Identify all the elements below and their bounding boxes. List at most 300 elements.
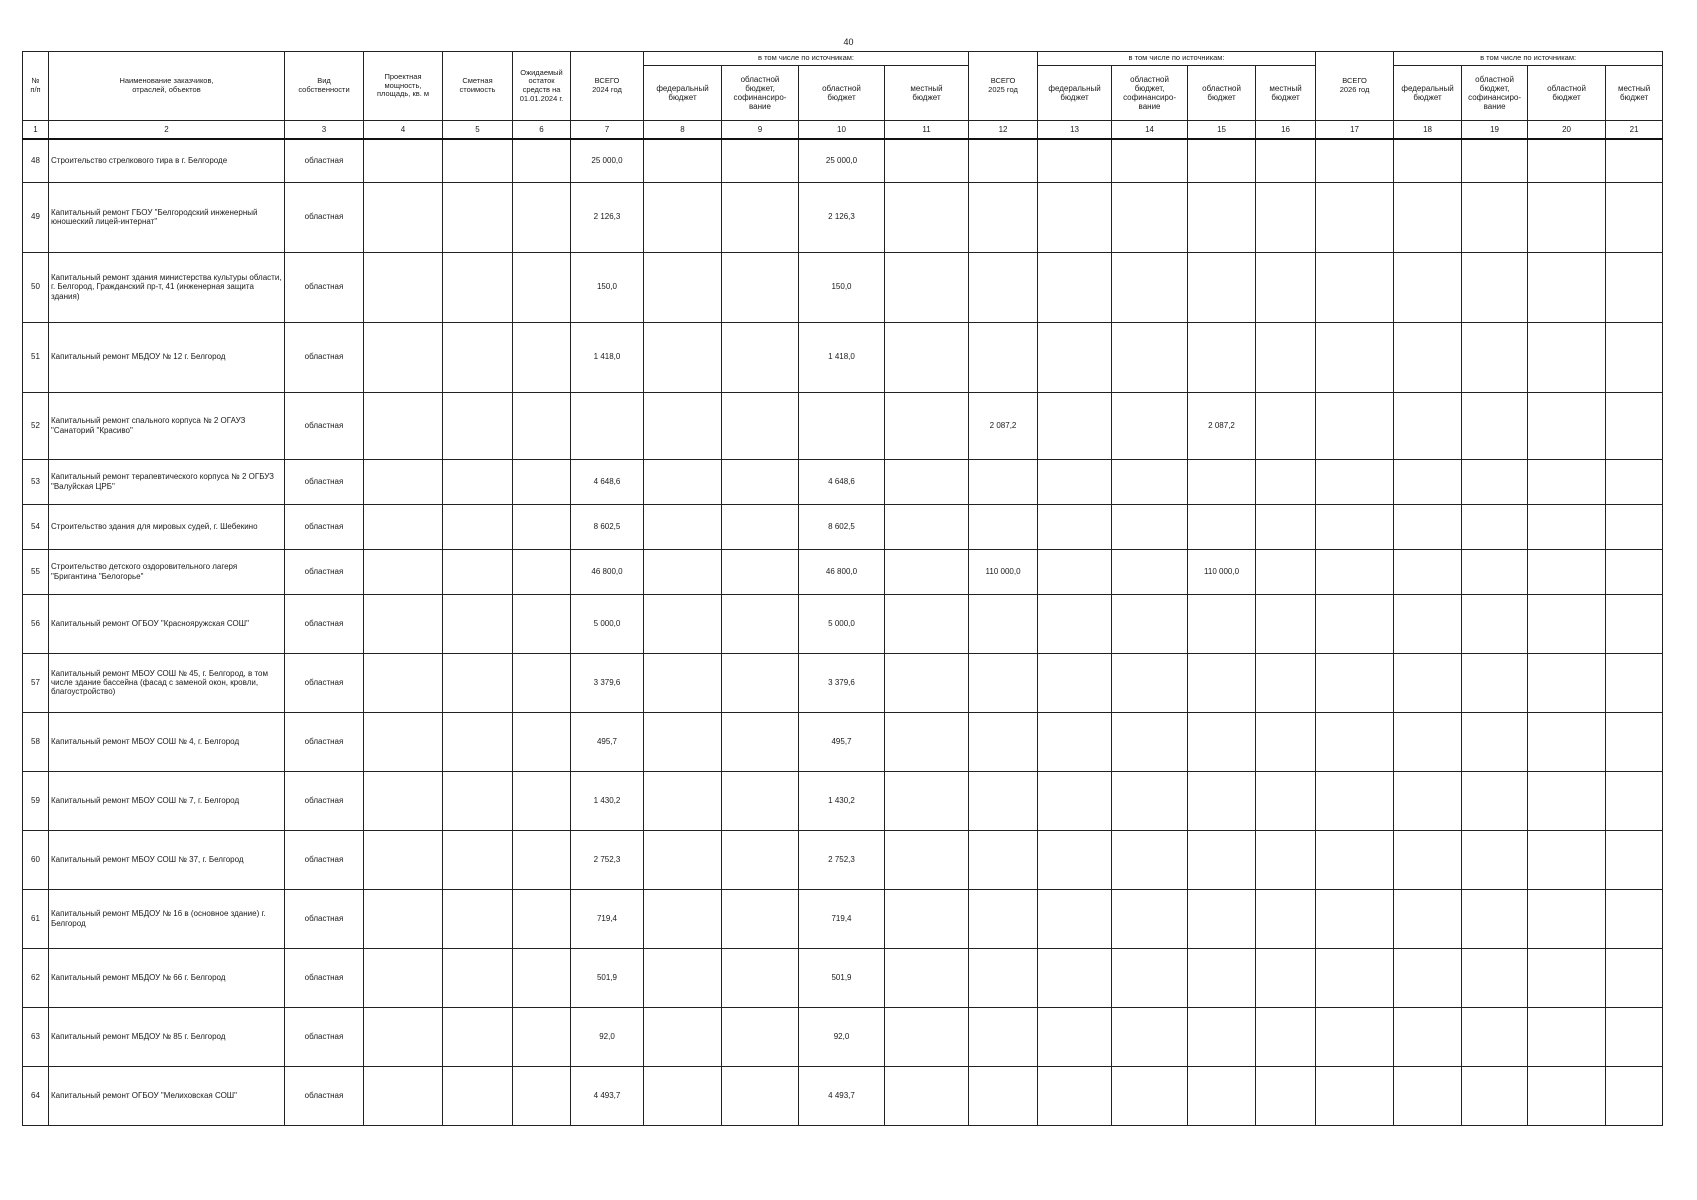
table-row (23, 948, 1663, 1007)
table-row (23, 889, 1663, 948)
regional-2024: 4 493,7 (799, 1066, 885, 1125)
federal-2026-cell (1394, 252, 1462, 322)
federal-2025-cell (1038, 182, 1112, 252)
cofinancing-2026-cell (1462, 459, 1528, 504)
federal-2025-cell (1038, 392, 1112, 459)
regional-2026-cell (1528, 459, 1606, 504)
remainder-cell (513, 1007, 571, 1066)
regional-2026-cell (1528, 712, 1606, 771)
regional-2026-cell (1528, 771, 1606, 830)
total-2025 (969, 594, 1038, 653)
regional-2024: 1 430,2 (799, 771, 885, 830)
regional-2025 (1188, 594, 1256, 653)
row-number: 48 (23, 139, 49, 182)
total-2025 (969, 322, 1038, 392)
col-cofinancing-2026-header: областной бюджет, софинансиро- вание (1462, 66, 1528, 121)
regional-2024 (799, 392, 885, 459)
total-2026-cell (1316, 889, 1394, 948)
total-2025 (969, 459, 1038, 504)
ownership-type: областная (285, 139, 364, 182)
remainder-cell (513, 459, 571, 504)
remainder-cell (513, 1066, 571, 1125)
local-2024-cell (885, 504, 969, 549)
ownership-type: областная (285, 653, 364, 712)
regional-2025 (1188, 1066, 1256, 1125)
estimate-cell (443, 712, 513, 771)
federal-2026-cell (1394, 1007, 1462, 1066)
federal-2025-cell (1038, 830, 1112, 889)
local-2024-cell (885, 889, 969, 948)
total-2025 (969, 504, 1038, 549)
remainder-cell (513, 712, 571, 771)
table-row (23, 771, 1663, 830)
total-2025 (969, 1007, 1038, 1066)
sources-2024-header: в том числе по источникам: (644, 52, 969, 66)
total-2024: 150,0 (571, 252, 644, 322)
total-2026-cell (1316, 594, 1394, 653)
column-number: 19 (1462, 121, 1528, 140)
local-2025-cell (1256, 322, 1316, 392)
remainder-cell (513, 653, 571, 712)
column-number: 7 (571, 121, 644, 140)
cofinancing-2026-cell (1462, 139, 1528, 182)
total-2026-cell (1316, 459, 1394, 504)
ownership-type: областная (285, 549, 364, 594)
cofinancing-2026-cell (1462, 182, 1528, 252)
local-2024-cell (885, 252, 969, 322)
object-name: Капитальный ремонт ОГБОУ "Краснояружская СОШ" (49, 594, 285, 653)
local-2024-cell (885, 830, 969, 889)
regional-2025: 2 087,2 (1188, 392, 1256, 459)
cofinancing-2026-cell (1462, 549, 1528, 594)
federal-2025-cell (1038, 139, 1112, 182)
regional-2026-cell (1528, 549, 1606, 594)
local-2026-cell (1606, 889, 1663, 948)
table-row (23, 392, 1663, 459)
col-num-header: № п/п (23, 52, 49, 121)
column-number: 16 (1256, 121, 1316, 140)
regional-2026-cell (1528, 392, 1606, 459)
federal-2026-cell (1394, 948, 1462, 1007)
ownership-type: областная (285, 712, 364, 771)
local-2026-cell (1606, 948, 1663, 1007)
federal-2026-cell (1394, 182, 1462, 252)
cofinancing-2025-cell (1112, 712, 1188, 771)
col-total-2024-header: ВСЕГО 2024 год (571, 52, 644, 121)
capacity-cell (364, 948, 443, 1007)
cofinancing-2024-cell (722, 830, 799, 889)
local-2026-cell (1606, 252, 1663, 322)
local-2025-cell (1256, 771, 1316, 830)
local-2026-cell (1606, 830, 1663, 889)
estimate-cell (443, 504, 513, 549)
federal-2026-cell (1394, 504, 1462, 549)
total-2026-cell (1316, 139, 1394, 182)
federal-2025-cell (1038, 459, 1112, 504)
federal-2024-cell (644, 771, 722, 830)
cofinancing-2024-cell (722, 252, 799, 322)
federal-2026-cell (1394, 653, 1462, 712)
total-2026-cell (1316, 712, 1394, 771)
regional-2026-cell (1528, 182, 1606, 252)
local-2026-cell (1606, 653, 1663, 712)
regional-2025 (1188, 322, 1256, 392)
regional-2026-cell (1528, 594, 1606, 653)
federal-2024-cell (644, 653, 722, 712)
ownership-type: областная (285, 252, 364, 322)
ownership-type: областная (285, 594, 364, 653)
column-number: 5 (443, 121, 513, 140)
federal-2025-cell (1038, 653, 1112, 712)
regional-2026-cell (1528, 504, 1606, 549)
regional-2024: 1 418,0 (799, 322, 885, 392)
cofinancing-2025-cell (1112, 1066, 1188, 1125)
capacity-cell (364, 504, 443, 549)
col-remainder-header: Ожидаемый остаток средств на 01.01.2024 г. (513, 52, 571, 121)
regional-2025 (1188, 139, 1256, 182)
total-2025 (969, 1066, 1038, 1125)
object-name: Строительство здания для мировых судей, г. Шебекино (49, 504, 285, 549)
remainder-cell (513, 830, 571, 889)
row-number: 64 (23, 1066, 49, 1125)
federal-2024-cell (644, 830, 722, 889)
object-name: Капитальный ремонт спального корпуса № 2 ОГАУЗ "Санаторий "Красиво" (49, 392, 285, 459)
estimate-cell (443, 594, 513, 653)
object-name: Капитальный ремонт МБОУ СОШ № 4, г. Белгород (49, 712, 285, 771)
column-number: 3 (285, 121, 364, 140)
header-sources-row (23, 52, 1663, 66)
federal-2025-cell (1038, 504, 1112, 549)
federal-2024-cell (644, 1007, 722, 1066)
remainder-cell (513, 322, 571, 392)
regional-2024: 501,9 (799, 948, 885, 1007)
local-2025-cell (1256, 1007, 1316, 1066)
remainder-cell (513, 392, 571, 459)
object-name: Капитальный ремонт ГБОУ "Белгородский инженерный юношеский лицей-интернат" (49, 182, 285, 252)
remainder-cell (513, 948, 571, 1007)
cofinancing-2024-cell (722, 1007, 799, 1066)
total-2025 (969, 252, 1038, 322)
object-name: Капитальный ремонт здания министерства культуры области, г. Белгород, Гражданский пр-т, 41 (инженерная защита здания) (49, 252, 285, 322)
col-federal-2026-header: федеральный бюджет (1394, 66, 1462, 121)
col-local-2024-header: местный бюджет (885, 66, 969, 121)
capacity-cell (364, 1007, 443, 1066)
total-2024: 1 418,0 (571, 322, 644, 392)
cofinancing-2025-cell (1112, 771, 1188, 830)
column-number: 9 (722, 121, 799, 140)
cofinancing-2024-cell (722, 504, 799, 549)
local-2024-cell (885, 392, 969, 459)
cofinancing-2026-cell (1462, 771, 1528, 830)
column-number: 20 (1528, 121, 1606, 140)
ownership-type: областная (285, 948, 364, 1007)
cofinancing-2026-cell (1462, 392, 1528, 459)
remainder-cell (513, 549, 571, 594)
total-2024: 2 126,3 (571, 182, 644, 252)
federal-2026-cell (1394, 712, 1462, 771)
remainder-cell (513, 139, 571, 182)
estimate-cell (443, 1007, 513, 1066)
object-name: Строительство детского оздоровительного лагеря "Бригантина "Белогорье" (49, 549, 285, 594)
cofinancing-2025-cell (1112, 252, 1188, 322)
cofinancing-2025-cell (1112, 889, 1188, 948)
local-2025-cell (1256, 139, 1316, 182)
federal-2026-cell (1394, 322, 1462, 392)
row-number: 54 (23, 504, 49, 549)
cofinancing-2024-cell (722, 653, 799, 712)
table-row (23, 504, 1663, 549)
federal-2026-cell (1394, 392, 1462, 459)
row-number: 57 (23, 653, 49, 712)
federal-2025-cell (1038, 948, 1112, 1007)
table-row (23, 830, 1663, 889)
cofinancing-2025-cell (1112, 182, 1188, 252)
local-2025-cell (1256, 653, 1316, 712)
regional-2024: 719,4 (799, 889, 885, 948)
total-2024: 4 493,7 (571, 1066, 644, 1125)
estimate-cell (443, 322, 513, 392)
local-2025-cell (1256, 948, 1316, 1007)
regional-2024: 495,7 (799, 712, 885, 771)
federal-2026-cell (1394, 594, 1462, 653)
local-2026-cell (1606, 771, 1663, 830)
local-2026-cell (1606, 594, 1663, 653)
ownership-type: областная (285, 182, 364, 252)
row-number: 52 (23, 392, 49, 459)
estimate-cell (443, 948, 513, 1007)
federal-2024-cell (644, 889, 722, 948)
local-2025-cell (1256, 830, 1316, 889)
ownership-type: областная (285, 1007, 364, 1066)
cofinancing-2024-cell (722, 392, 799, 459)
object-name: Капитальный ремонт МБДОУ № 16 в (основное здание) г. Белгород (49, 889, 285, 948)
column-number: 18 (1394, 121, 1462, 140)
object-name: Строительство стрелкового тира в г. Белгороде (49, 139, 285, 182)
col-regional-2026-header: областной бюджет (1528, 66, 1606, 121)
federal-2026-cell (1394, 549, 1462, 594)
total-2026-cell (1316, 252, 1394, 322)
total-2025 (969, 653, 1038, 712)
regional-2024: 8 602,5 (799, 504, 885, 549)
remainder-cell (513, 252, 571, 322)
col-total-2026-header: ВСЕГО 2026 год (1316, 52, 1394, 121)
local-2025-cell (1256, 252, 1316, 322)
table-row (23, 1066, 1663, 1125)
federal-2024-cell (644, 1066, 722, 1125)
total-2025 (969, 182, 1038, 252)
cofinancing-2026-cell (1462, 1066, 1528, 1125)
row-number: 58 (23, 712, 49, 771)
capacity-cell (364, 830, 443, 889)
capacity-cell (364, 459, 443, 504)
sources-2026-header: в том числе по источникам: (1394, 52, 1663, 66)
regional-2026-cell (1528, 1007, 1606, 1066)
estimate-cell (443, 830, 513, 889)
local-2024-cell (885, 1066, 969, 1125)
row-number: 49 (23, 182, 49, 252)
federal-2026-cell (1394, 771, 1462, 830)
object-name: Капитальный ремонт МБДОУ № 66 г. Белгород (49, 948, 285, 1007)
estimate-cell (443, 459, 513, 504)
row-number: 63 (23, 1007, 49, 1066)
cofinancing-2024-cell (722, 322, 799, 392)
investment-table (22, 51, 1663, 1126)
local-2025-cell (1256, 549, 1316, 594)
col-ownership-header: Вид собственности (285, 52, 364, 121)
federal-2024-cell (644, 549, 722, 594)
cofinancing-2026-cell (1462, 712, 1528, 771)
total-2024: 5 000,0 (571, 594, 644, 653)
total-2025 (969, 771, 1038, 830)
regional-2024: 5 000,0 (799, 594, 885, 653)
col-name-header: Наименование заказчиков, отраслей, объектов (49, 52, 285, 121)
regional-2025 (1188, 1007, 1256, 1066)
federal-2024-cell (644, 594, 722, 653)
regional-2026-cell (1528, 1066, 1606, 1125)
local-2024-cell (885, 322, 969, 392)
total-2024: 4 648,6 (571, 459, 644, 504)
page-number: 40 (843, 37, 854, 47)
cofinancing-2024-cell (722, 594, 799, 653)
cofinancing-2025-cell (1112, 948, 1188, 1007)
total-2025 (969, 889, 1038, 948)
total-2024: 1 430,2 (571, 771, 644, 830)
federal-2026-cell (1394, 889, 1462, 948)
row-number: 60 (23, 830, 49, 889)
regional-2024: 150,0 (799, 252, 885, 322)
table-row (23, 712, 1663, 771)
cofinancing-2026-cell (1462, 1007, 1528, 1066)
federal-2024-cell (644, 392, 722, 459)
local-2025-cell (1256, 1066, 1316, 1125)
total-2025 (969, 948, 1038, 1007)
regional-2026-cell (1528, 252, 1606, 322)
ownership-type: областная (285, 889, 364, 948)
col-federal-2025-header: федеральный бюджет (1038, 66, 1112, 121)
total-2026-cell (1316, 549, 1394, 594)
local-2026-cell (1606, 182, 1663, 252)
total-2026-cell (1316, 1066, 1394, 1125)
column-numbers-row (23, 121, 1663, 140)
column-number: 11 (885, 121, 969, 140)
table-row (23, 139, 1663, 182)
cofinancing-2024-cell (722, 459, 799, 504)
estimate-cell (443, 182, 513, 252)
cofinancing-2026-cell (1462, 948, 1528, 1007)
capacity-cell (364, 392, 443, 459)
regional-2025 (1188, 504, 1256, 549)
col-regional-2024-header: областной бюджет (799, 66, 885, 121)
total-2025 (969, 139, 1038, 182)
federal-2024-cell (644, 252, 722, 322)
object-name: Капитальный ремонт МБОУ СОШ № 45, г. Белгород, в том числе здание бассейна (фасад с заменой окон, кровли, благоустройство) (49, 653, 285, 712)
regional-2024: 2 752,3 (799, 830, 885, 889)
cofinancing-2025-cell (1112, 322, 1188, 392)
cofinancing-2024-cell (722, 139, 799, 182)
total-2026-cell (1316, 830, 1394, 889)
capacity-cell (364, 1066, 443, 1125)
table-row (23, 459, 1663, 504)
cofinancing-2025-cell (1112, 653, 1188, 712)
cofinancing-2025-cell (1112, 594, 1188, 653)
federal-2025-cell (1038, 1007, 1112, 1066)
local-2025-cell (1256, 459, 1316, 504)
local-2024-cell (885, 1007, 969, 1066)
cofinancing-2025-cell (1112, 830, 1188, 889)
capacity-cell (364, 889, 443, 948)
federal-2026-cell (1394, 1066, 1462, 1125)
regional-2026-cell (1528, 830, 1606, 889)
column-number: 13 (1038, 121, 1112, 140)
federal-2025-cell (1038, 712, 1112, 771)
local-2026-cell (1606, 549, 1663, 594)
table-row (23, 594, 1663, 653)
cofinancing-2025-cell (1112, 504, 1188, 549)
total-2026-cell (1316, 1007, 1394, 1066)
regional-2025: 110 000,0 (1188, 549, 1256, 594)
column-number: 21 (1606, 121, 1663, 140)
total-2024: 92,0 (571, 1007, 644, 1066)
federal-2024-cell (644, 504, 722, 549)
cofinancing-2025-cell (1112, 549, 1188, 594)
total-2026-cell (1316, 653, 1394, 712)
row-number: 53 (23, 459, 49, 504)
estimate-cell (443, 549, 513, 594)
regional-2026-cell (1528, 322, 1606, 392)
table-body (23, 139, 1663, 1125)
total-2025: 2 087,2 (969, 392, 1038, 459)
regional-2025 (1188, 182, 1256, 252)
col-capacity-header: Проектная мощность, площадь, кв. м (364, 52, 443, 121)
col-local-2025-header: местный бюджет (1256, 66, 1316, 121)
table-row (23, 252, 1663, 322)
total-2024: 719,4 (571, 889, 644, 948)
total-2024 (571, 392, 644, 459)
remainder-cell (513, 594, 571, 653)
object-name: Капитальный ремонт ОГБОУ "Мелиховская СОШ" (49, 1066, 285, 1125)
column-number: 15 (1188, 121, 1256, 140)
total-2026-cell (1316, 182, 1394, 252)
regional-2025 (1188, 459, 1256, 504)
table-row (23, 322, 1663, 392)
object-name: Капитальный ремонт МБОУ СОШ № 37, г. Белгород (49, 830, 285, 889)
row-number: 61 (23, 889, 49, 948)
total-2025 (969, 830, 1038, 889)
regional-2024: 46 800,0 (799, 549, 885, 594)
object-name: Капитальный ремонт МБОУ СОШ № 7, г. Белгород (49, 771, 285, 830)
row-number: 59 (23, 771, 49, 830)
ownership-type: областная (285, 771, 364, 830)
cofinancing-2026-cell (1462, 889, 1528, 948)
total-2024: 3 379,6 (571, 653, 644, 712)
cofinancing-2026-cell (1462, 653, 1528, 712)
cofinancing-2026-cell (1462, 322, 1528, 392)
local-2025-cell (1256, 392, 1316, 459)
remainder-cell (513, 182, 571, 252)
col-regional-2025-header: областной бюджет (1188, 66, 1256, 121)
local-2024-cell (885, 139, 969, 182)
federal-2025-cell (1038, 771, 1112, 830)
federal-2025-cell (1038, 322, 1112, 392)
local-2024-cell (885, 712, 969, 771)
capacity-cell (364, 712, 443, 771)
local-2025-cell (1256, 182, 1316, 252)
row-number: 50 (23, 252, 49, 322)
cofinancing-2024-cell (722, 948, 799, 1007)
row-number: 62 (23, 948, 49, 1007)
local-2024-cell (885, 459, 969, 504)
regional-2025 (1188, 653, 1256, 712)
